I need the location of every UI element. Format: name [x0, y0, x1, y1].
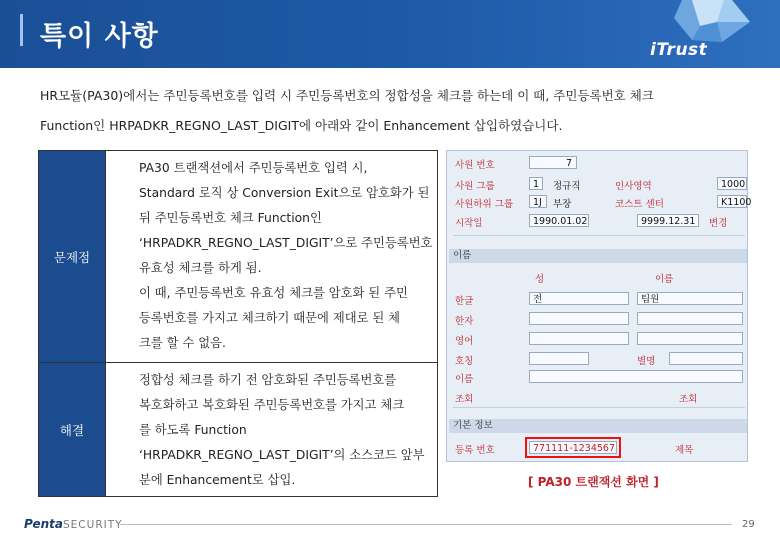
problem-line: PA30 트랜잭션에서 주민등록번호 입력 시, [139, 161, 368, 175]
page-number: 29 [742, 519, 755, 530]
label-lookup: 조회 [679, 394, 698, 405]
intro-line-1: HR모듈(PA30)에서는 주민등록번호를 입력 시 주민등록번호의 정합성을 체크를 하는데 이 때, 주민등록번호 체크 [40, 88, 654, 103]
field-first-name: 팀원 [637, 292, 743, 305]
label-emp-subgroup: 사원하위 그룹 [455, 199, 514, 210]
label-gender: 제목 [675, 445, 694, 456]
problem-line: 유효성 체크를 하게 됨. [139, 261, 262, 275]
label-hangul: 한글 [455, 296, 474, 307]
problem-line: 뒤 주민등록번호 체크 Function인 [139, 211, 322, 225]
problem-label: 문제점 [39, 151, 105, 362]
field-title [529, 352, 589, 365]
header-bar [0, 0, 780, 68]
field-cost-center: K1100 [717, 195, 747, 208]
field-english-last [529, 332, 629, 345]
logo-penta: Penta [24, 517, 63, 531]
field-hanja-first [637, 312, 743, 325]
problem-line: 등록번호를 가지고 체크하기 때문에 제대로 된 체 [139, 311, 401, 325]
header-accent [20, 14, 23, 46]
problem-line: Standard 로직 상 Conversion Exit으로 암호화가 된 [139, 186, 430, 200]
problem-line: ‘HRPADKR_REGNO_LAST_DIGIT’으로 주민등록번호 [139, 236, 433, 250]
logo-security: SECURITY [63, 519, 123, 531]
name-section: 이름 [449, 249, 747, 263]
label-title: 호칭 [455, 356, 474, 367]
pentasecurity-logo [24, 517, 123, 531]
problem-line: 이 때, 주민등록번호 유효성 체크를 암호화 된 주민 [139, 286, 408, 300]
label-start: 시작일 [455, 218, 483, 229]
field-last-name: 전 [529, 292, 629, 305]
label-changed: 변경 [709, 218, 728, 229]
problem-line: 크를 할 수 없음. [139, 336, 226, 350]
footer-line [120, 524, 732, 525]
label-emp-group: 사원 그룹 [455, 181, 495, 192]
field-emp-no: 7 [529, 156, 577, 169]
subgroup-text: 부장 [553, 199, 572, 210]
label-hanja: 한자 [455, 316, 474, 327]
solution-line: 정합성 체크를 하기 전 암호화된 주민등록번호를 [139, 373, 397, 387]
label-cost-center: 코스트 센터 [615, 199, 664, 210]
separator [453, 235, 745, 236]
field-end-date: 9999.12.31 [637, 214, 699, 227]
solution-description [139, 368, 431, 493]
label-hr-area: 인사영역 [615, 181, 652, 192]
emp-group-text: 정규직 [553, 181, 581, 192]
label-prefix: 조회 [455, 394, 474, 405]
label-first-name: 이름 [655, 274, 674, 285]
solution-label: 해결 [39, 363, 105, 496]
label-emp-no: 사원 번호 [455, 160, 495, 171]
field-reg-no: 771111-1234567 [529, 441, 617, 454]
row-divider [39, 362, 437, 363]
column-divider [105, 151, 106, 496]
brand-logo: iTrust [650, 40, 708, 60]
field-emp-group-code: 1 [529, 177, 543, 190]
problem-description [139, 156, 431, 356]
field-subgroup-code: 1J [529, 195, 547, 208]
field-start-date: 1990.01.02 [529, 214, 589, 227]
label-last-name: 성 [535, 274, 545, 285]
basic-info-section: 기본 정보 [449, 419, 747, 433]
field-english-first [637, 332, 743, 345]
field-birth-name [529, 370, 743, 383]
solution-line: 분에 Enhancement로 삽입. [139, 473, 296, 487]
pa30-screenshot [446, 150, 752, 462]
screenshot-caption: [ PA30 트랜잭션 화면 ] [528, 475, 659, 489]
intro-line-2: Function인 HRPADKR_REGNO_LAST_DIGIT에 아래와 같이 Enhancement 삽입하였습니다. [40, 118, 563, 133]
separator [453, 407, 745, 408]
field-display-name [669, 352, 743, 365]
solution-line: ‘HRPADKR_REGNO_LAST_DIGIT’의 소스코드 앞부 [139, 448, 425, 462]
label-birth-name: 이름 [455, 374, 474, 385]
solution-line: 복호화하고 복호화된 주민등록번호를 가지고 체크 [139, 398, 405, 412]
solution-line: 를 하도록 Function [139, 423, 247, 437]
label-english: 영어 [455, 336, 474, 347]
field-hr-area: 1000 [717, 177, 747, 190]
label-display-name: 별명 [637, 356, 656, 367]
highlight-box [525, 437, 621, 458]
page-title: 특이 사항 [40, 21, 159, 52]
label-reg-no: 등록 번호 [455, 445, 495, 456]
issue-table [38, 150, 438, 497]
field-hanja-last [529, 312, 629, 325]
